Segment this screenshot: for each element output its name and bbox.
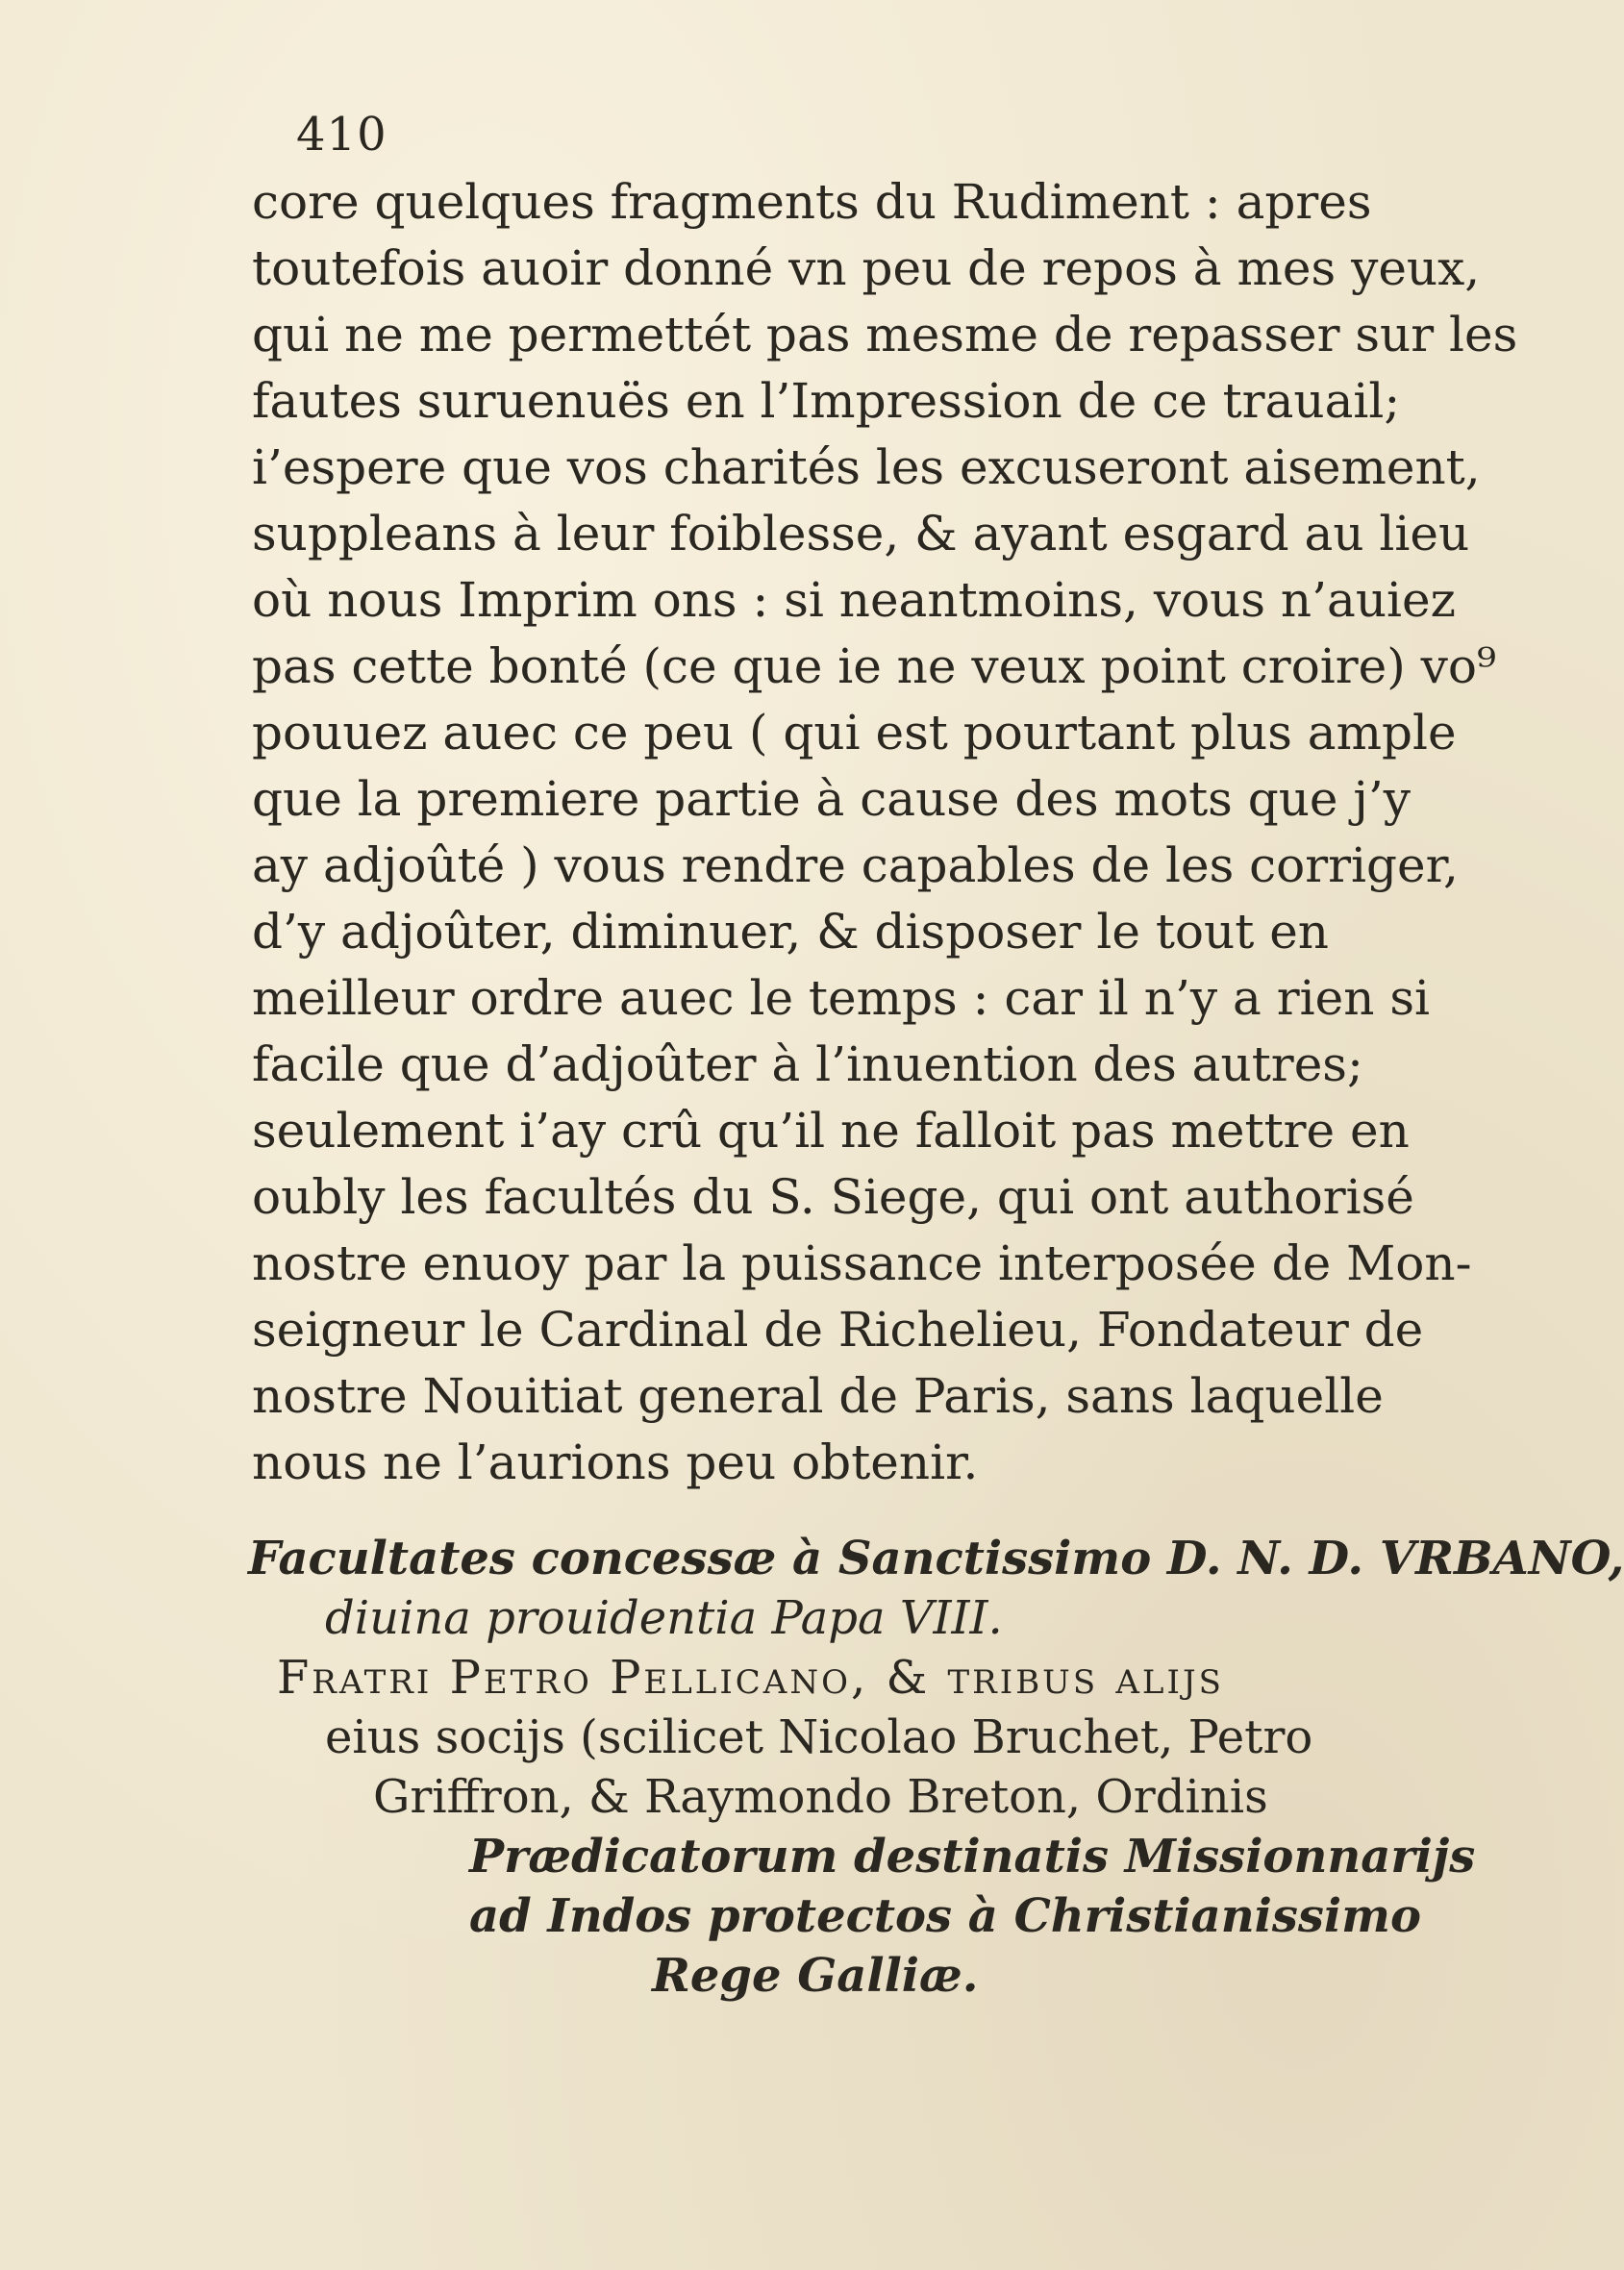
text-line: pas cette bonté (ce que ie ne veux point croire) vo⁹	[252, 638, 1497, 694]
text-line: nostre enuoy par la puissance interposée de Mon-	[252, 1235, 1472, 1291]
section-title-line: diuina prouidentia Papa VIII.	[325, 1591, 1003, 1645]
text-line: seigneur le Cardinal de Richelieu, Fondateur de	[252, 1302, 1424, 1358]
section-title-line: Prædicatorum destinatis Missionnarijs	[469, 1830, 1476, 1883]
text-line: ay adjoûté ) vous rendre capables de les corriger,	[252, 837, 1459, 893]
text-line: qui ne me permettét pas mesme de repasser sur les	[252, 307, 1518, 362]
text-line: où nous Imprim ons : si neantmoins, vous n’auiez	[252, 572, 1456, 628]
section-title-line: ad Indos protectos à Christianissimo	[469, 1889, 1421, 1943]
text-line: meilleur ordre auec le temps : car il n’y a rien si	[252, 970, 1430, 1026]
text-line: nous ne l’aurions peu obtenir.	[252, 1434, 979, 1490]
section-title-line: Fratri Petro Pellicano, & tribus alijs	[277, 1651, 1224, 1705]
faculties-heading	[248, 1529, 1624, 2006]
body-text	[252, 169, 1518, 1496]
text-line: fautes suruenuës en l’Impression de ce trauail;	[252, 373, 1401, 429]
text-line: toutefois auoir donné vn peu de repos à mes yeux,	[252, 240, 1481, 296]
text-line: i’espere que vos charités les excuseront aisement,	[252, 439, 1481, 495]
page-number: 410	[296, 108, 387, 162]
text-line: facile que d’adjoûter à l’inuention des autres;	[252, 1036, 1363, 1092]
section-title-line: eius socijs (scilicet Nicolao Bruchet, Petro	[325, 1710, 1313, 1764]
text-line: nostre Nouitiat general de Paris, sans laquelle	[252, 1368, 1384, 1424]
section-title-line: Griffron, & Raymondo Breton, Ordinis	[373, 1770, 1268, 1824]
section-title-line: Rege Galliæ.	[652, 1949, 979, 2003]
text-line: que la premiere partie à cause des mots que j’y	[252, 771, 1412, 827]
text-line: core quelques fragments du Rudiment : apres	[252, 174, 1372, 230]
text-line: oubly les facultés du S. Siege, qui ont authorisé	[252, 1169, 1414, 1225]
text-line: pouuez auec ce peu ( qui est pourtant plus ample	[252, 705, 1457, 761]
text-line: seulement i’ay crû qu’il ne falloit pas mettre en	[252, 1103, 1410, 1159]
text-line: d’y adjoûter, diminuer, & disposer le tout en	[252, 904, 1329, 960]
section-title-line: Facultates concessæ à Sanctissimo D. N. D. VRBANO,	[248, 1532, 1624, 1585]
text-line: suppleans à leur foiblesse, & ayant esgard au lieu	[252, 506, 1470, 561]
